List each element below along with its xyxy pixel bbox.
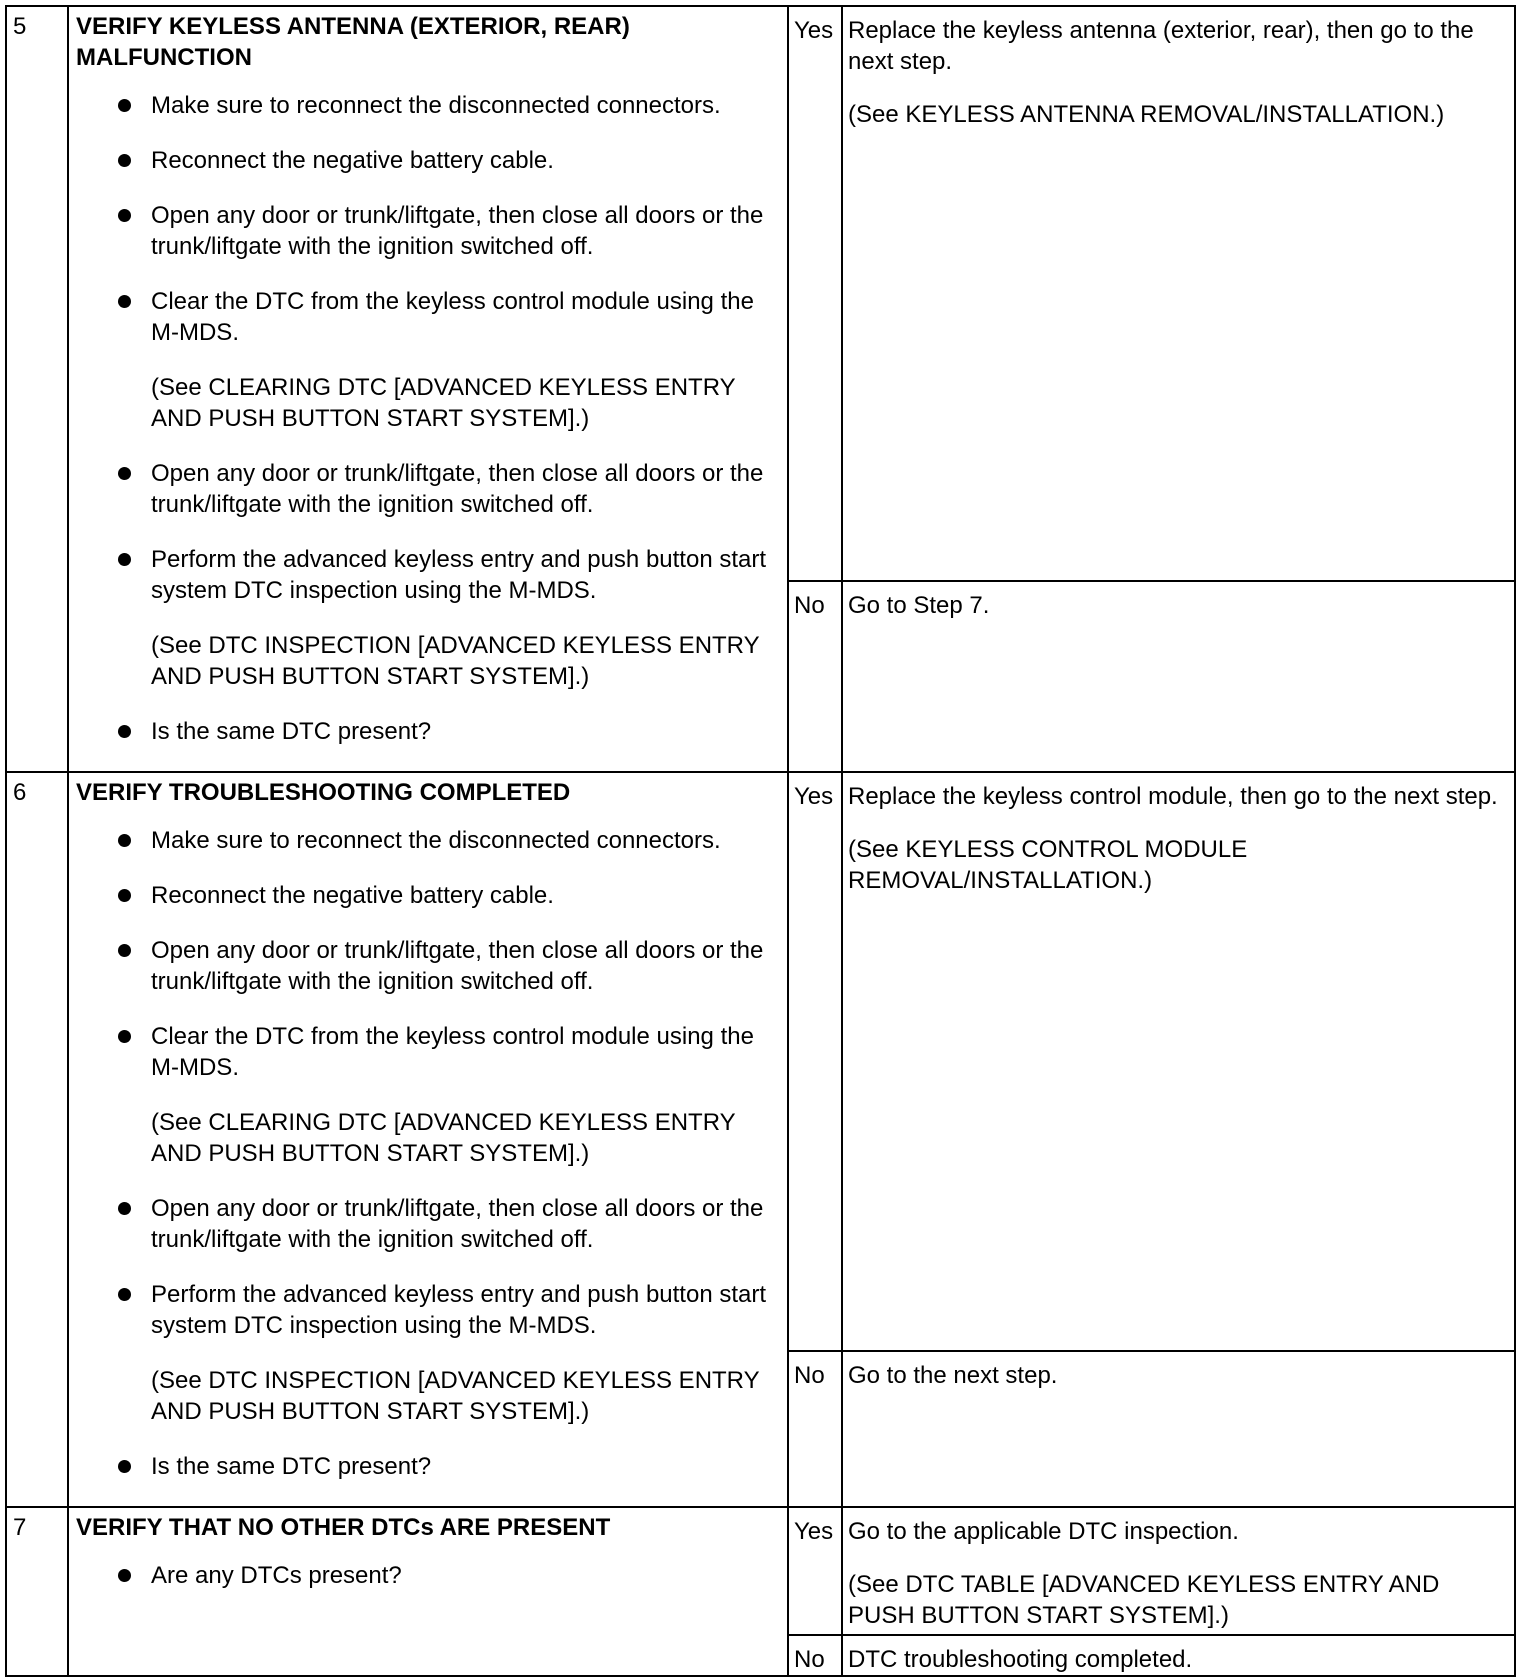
no-result [842,581,1515,772]
check-item-text: Open any door or trunk/liftgate, then close all doors or the trunk/liftgate with the ignition switched off. [151,937,764,995]
check-item-text: Perform the advanced keyless entry and push button start system DTC inspection using the M-MDS. [151,1281,767,1339]
bullet-icon [118,553,131,566]
reference-text: (See DTC INSPECTION [ADVANCED KEYLESS ENTRY AND PUSH BUTTON START SYSTEM].) [151,632,760,690]
step-heading: VERIFY TROUBLESHOOTING COMPLETED [76,779,571,806]
bullet-icon [118,725,131,738]
bullet-icon [118,209,131,222]
step-row-yes [6,772,1515,1351]
check-item [76,1279,777,1427]
yes-result [842,6,1515,581]
bullet-icon [118,889,131,902]
result-reference: (See DTC TABLE [ADVANCED KEYLESS ENTRY AND PUSH BUTTON START SYSTEM].) [848,1571,1440,1629]
no-result [842,1635,1515,1676]
step-action [68,6,788,772]
bullet-icon [118,99,131,112]
check-item [76,1193,777,1255]
check-item-text: Clear the DTC from the keyless control module using the M-MDS. [151,288,754,346]
step-number: 7 [6,1507,68,1676]
no-result [842,1351,1515,1507]
check-item [76,544,777,692]
bullet-icon [118,1569,131,1582]
yes-label: Yes [788,772,842,1351]
check-list [76,825,777,1482]
check-item [76,90,777,121]
yes-label: Yes [788,1507,842,1635]
reference-text: (See CLEARING DTC [ADVANCED KEYLESS ENTRY AND PUSH BUTTON START SYSTEM].) [151,1109,736,1167]
bullet-icon [118,154,131,167]
check-item [76,935,777,997]
troubleshooting-table [5,5,1516,1677]
result-text: Replace the keyless antenna (exterior, rear), then go to the next step. [848,17,1474,75]
step-number: 5 [6,6,68,772]
check-list [76,90,777,747]
result-text: Go to Step 7. [848,591,990,619]
check-item [76,200,777,262]
reference-text: (See DTC INSPECTION [ADVANCED KEYLESS ENTRY AND PUSH BUTTON START SYSTEM].) [151,1367,760,1425]
check-item-text: Is the same DTC present? [151,1453,432,1480]
step-action [68,772,788,1507]
check-list [76,1560,777,1591]
step-action [68,1507,788,1676]
check-item [76,880,777,911]
reference-text: (See CLEARING DTC [ADVANCED KEYLESS ENTRY AND PUSH BUTTON START SYSTEM].) [151,374,736,432]
check-item-text: Open any door or trunk/liftgate, then close all doors or the trunk/liftgate with the ignition switched off. [151,1195,764,1253]
check-item [76,825,777,856]
check-item [76,458,777,520]
bullet-icon [118,944,131,957]
check-item [76,145,777,176]
check-item-text: Reconnect the negative battery cable. [151,147,554,174]
check-item-text: Make sure to reconnect the disconnected connectors. [151,92,721,119]
check-item-text: Open any door or trunk/liftgate, then close all doors or the trunk/liftgate with the ignition switched off. [151,460,764,518]
bullet-icon [118,467,131,480]
result-text: Go to the applicable DTC inspection. [848,1518,1239,1545]
check-item [76,1560,777,1591]
check-item [76,1451,777,1482]
bullet-icon [118,1030,131,1043]
step-row-yes [6,6,1515,581]
no-label: No [788,1635,842,1676]
no-label: No [788,581,842,772]
check-item [76,286,777,434]
check-item-text: Are any DTCs present? [151,1562,402,1589]
result-text: Go to the next step. [848,1362,1058,1390]
step-heading: VERIFY KEYLESS ANTENNA (EXTERIOR, REAR) MALFUNCTION [76,13,630,71]
check-item [76,716,777,747]
bullet-icon [118,1288,131,1301]
check-item-text: Make sure to reconnect the disconnected connectors. [151,827,721,854]
step-number: 6 [6,772,68,1507]
step-row-yes [6,1507,1515,1635]
check-item-text: Is the same DTC present? [151,718,432,745]
bullet-icon [118,1460,131,1473]
result-reference: (See KEYLESS ANTENNA REMOVAL/INSTALLATION.) [848,101,1445,128]
check-item-text: Clear the DTC from the keyless control module using the M-MDS. [151,1023,754,1081]
check-item-text: Open any door or trunk/liftgate, then close all doors or the trunk/liftgate with the ignition switched off. [151,202,764,260]
check-item [76,1021,777,1169]
yes-result [842,772,1515,1351]
troubleshooting-table-body [6,6,1515,1676]
step-heading: VERIFY THAT NO OTHER DTCs ARE PRESENT [76,1514,611,1541]
bullet-icon [118,1202,131,1215]
bullet-icon [118,834,131,847]
bullet-icon [118,295,131,308]
yes-label: Yes [788,6,842,581]
check-item-text: Reconnect the negative battery cable. [151,882,554,909]
result-text: DTC troubleshooting completed. [848,1646,1193,1673]
result-reference: (See KEYLESS CONTROL MODULE REMOVAL/INSTALLATION.) [848,836,1248,894]
check-item-text: Perform the advanced keyless entry and push button start system DTC inspection using the M-MDS. [151,546,767,604]
no-label: No [788,1351,842,1507]
yes-result [842,1507,1515,1635]
result-text: Replace the keyless control module, then go to the next step. [848,783,1498,810]
